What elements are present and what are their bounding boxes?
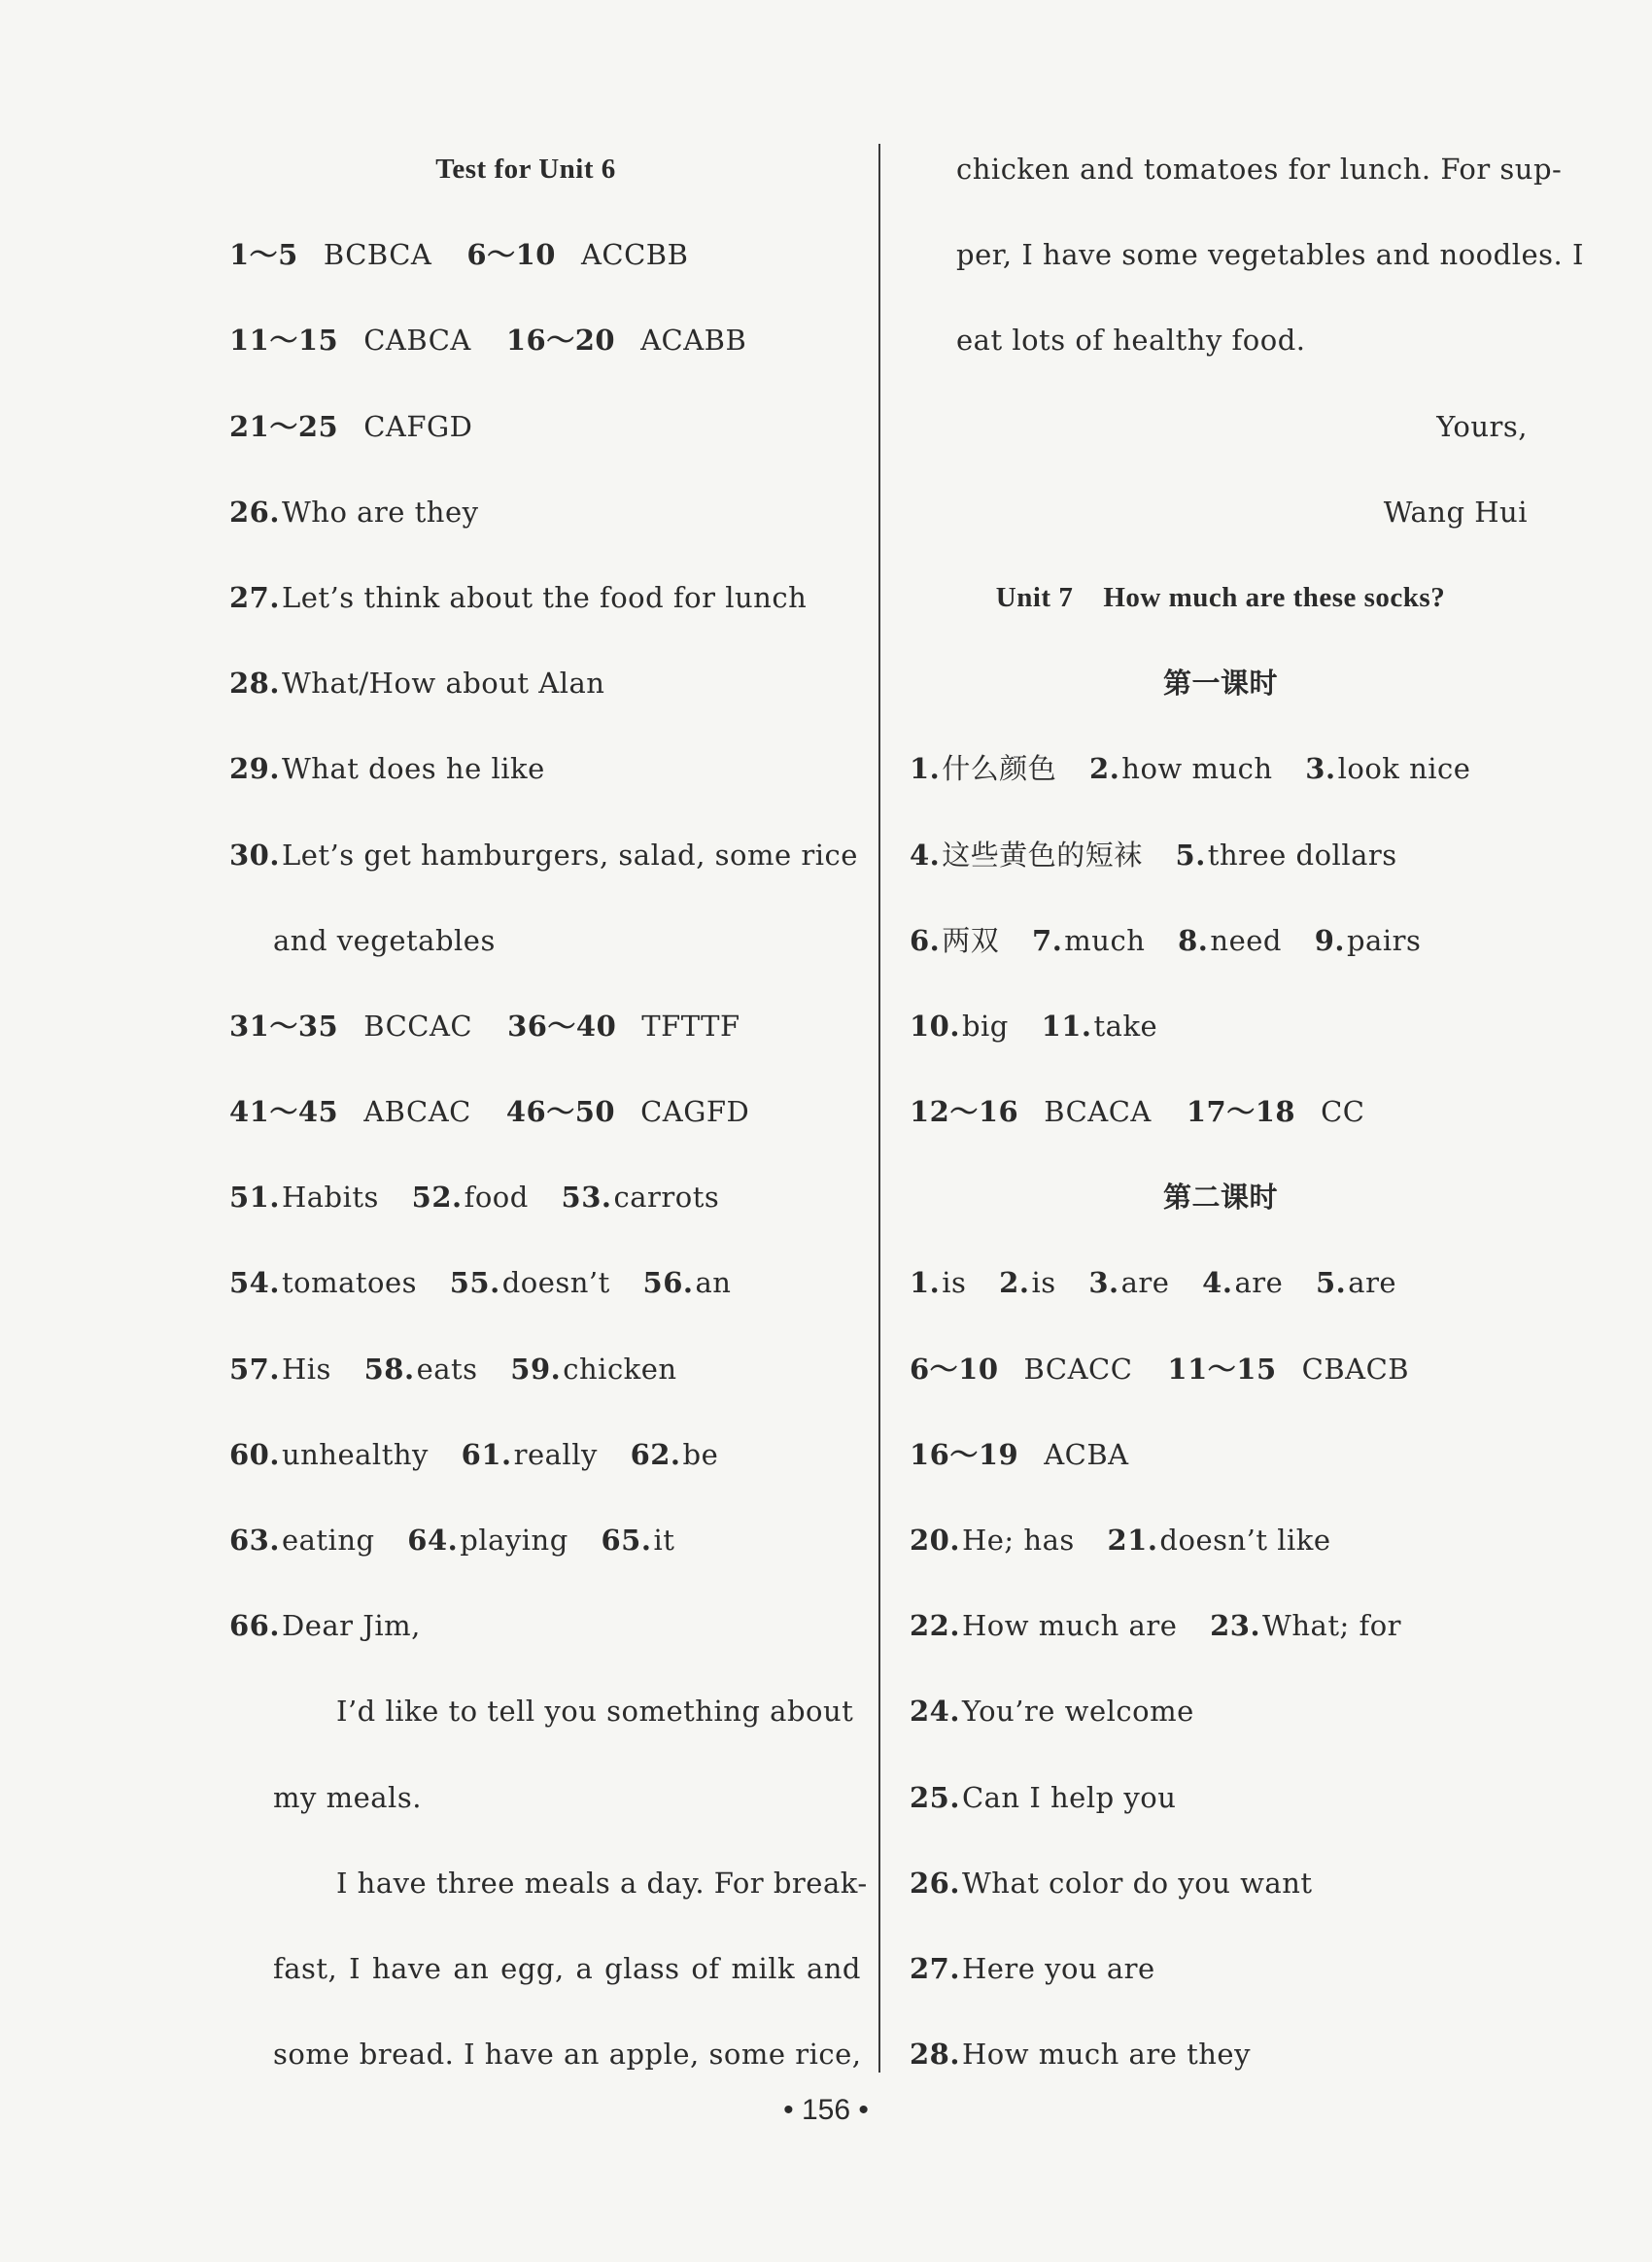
lesson-1-heading: 第一课时 xyxy=(1162,667,1278,701)
question-number: 63. xyxy=(229,1524,280,1557)
question-number: 6. xyxy=(910,923,941,957)
answer-text: What does he like xyxy=(281,752,545,786)
answer-text: How much are they xyxy=(961,2038,1251,2072)
answer-text: eating xyxy=(281,1524,375,1557)
letter-paragraph-1-line-2: my meals. xyxy=(273,1780,422,1814)
answer-text: big xyxy=(961,1009,1009,1043)
question-number: 25. xyxy=(910,1780,960,1814)
column-divider xyxy=(878,144,880,2073)
answer-text: carrots xyxy=(613,1181,720,1215)
question-number: 53. xyxy=(561,1181,612,1215)
answer-letters: ACCBB xyxy=(580,238,689,272)
question-number: 3. xyxy=(1305,752,1336,786)
answer-row-21-25 xyxy=(229,384,861,469)
answer-row-57-59 xyxy=(229,1326,861,1412)
range-label: 6～10 xyxy=(466,238,556,272)
answer-text: What color do you want xyxy=(961,1866,1313,1900)
answer-letters: CC xyxy=(1321,1095,1365,1129)
answer-row-12-18 xyxy=(910,1069,1532,1154)
answer-text: You’re welcome xyxy=(961,1695,1194,1729)
question-number: 65. xyxy=(601,1524,652,1557)
range-label: 16～19 xyxy=(910,1437,1019,1471)
range-label: 6～10 xyxy=(910,1352,999,1386)
question-number: 21. xyxy=(1107,1524,1158,1557)
letter-paragraph-1-line-1: I’d like to tell you something about xyxy=(336,1695,854,1729)
range-label: 12～16 xyxy=(910,1095,1019,1129)
answer-text: 两双 xyxy=(942,923,1000,957)
range-label: 21～25 xyxy=(229,409,339,443)
left-column xyxy=(229,126,868,2097)
answer-text: He; has xyxy=(961,1524,1075,1557)
answer-row-41-50 xyxy=(229,1069,861,1154)
answer-row-31-40 xyxy=(229,983,861,1069)
question-number: 27. xyxy=(229,580,280,614)
answer-text: pairs xyxy=(1346,923,1422,957)
answer-text: is xyxy=(1031,1266,1056,1300)
question-number: 9. xyxy=(1314,923,1345,957)
answer-text: What; for xyxy=(1262,1609,1402,1643)
answer-text: be xyxy=(682,1437,719,1471)
question-number: 4. xyxy=(910,838,941,872)
answer-row-1-5-lesson2 xyxy=(910,1240,1532,1325)
question-number: 2. xyxy=(999,1266,1030,1300)
answer-letters: BCBCA xyxy=(323,238,432,272)
answer-letters: BCACA xyxy=(1044,1095,1152,1129)
question-number: 8. xyxy=(1178,923,1209,957)
answer-29 xyxy=(229,726,861,811)
question-number: 5. xyxy=(1316,1266,1347,1300)
question-number: 24. xyxy=(910,1695,960,1729)
range-label: 11～15 xyxy=(1167,1352,1277,1386)
question-number: 28. xyxy=(910,2038,960,2072)
question-number: 1. xyxy=(910,752,941,786)
letter-closing: Yours, xyxy=(1436,409,1528,443)
letter-paragraph-2-line-2: fast, I have an egg, a glass of milk and xyxy=(273,1951,861,1985)
answer-letters: ABCAC xyxy=(363,1095,471,1129)
question-number: 57. xyxy=(229,1352,280,1386)
answer-text: playing xyxy=(460,1524,568,1557)
letter-continued-line-3: eat lots of healthy food. xyxy=(956,324,1306,358)
range-label: 31～35 xyxy=(229,1009,339,1043)
question-number: 59. xyxy=(510,1352,562,1386)
question-number: 54. xyxy=(229,1266,280,1300)
answer-text: is xyxy=(942,1266,967,1300)
range-label: 36～40 xyxy=(507,1009,617,1043)
question-number: 64. xyxy=(407,1524,459,1557)
answer-text: Let’s think about the food for lunch xyxy=(281,580,808,614)
question-number: 51. xyxy=(229,1181,280,1215)
answer-letters: CAGFD xyxy=(640,1095,750,1129)
answer-text: look nice xyxy=(1337,752,1471,786)
answer-text: need xyxy=(1210,923,1282,957)
question-number: 11. xyxy=(1041,1009,1092,1043)
answer-text: much xyxy=(1064,923,1146,957)
answer-text: take xyxy=(1093,1009,1158,1043)
question-number: 62. xyxy=(630,1437,681,1471)
answer-text: how much xyxy=(1121,752,1273,786)
question-number: 58. xyxy=(363,1352,415,1386)
answer-text: tomatoes xyxy=(281,1266,418,1300)
section-title-unit6: Test for Unit 6 xyxy=(435,154,616,185)
answer-row-6-15-lesson2 xyxy=(910,1326,1532,1412)
answer-text: Here you are xyxy=(961,1951,1155,1985)
page-number: • 156 • xyxy=(783,2094,869,2126)
question-number: 4. xyxy=(1202,1266,1233,1300)
answer-letters: TFTTF xyxy=(641,1009,740,1043)
letter-greeting: Dear Jim, xyxy=(281,1609,421,1643)
range-label: 11～15 xyxy=(229,324,339,358)
answer-text: doesn’t like xyxy=(1159,1524,1331,1557)
answer-text: food xyxy=(464,1181,529,1215)
answer-row-22-23 xyxy=(910,1583,1532,1668)
question-number: 3. xyxy=(1088,1266,1119,1300)
question-number: 22. xyxy=(910,1609,960,1643)
question-number: 26. xyxy=(910,1866,960,1900)
question-number: 61. xyxy=(461,1437,512,1471)
answer-text: it xyxy=(653,1524,675,1557)
answer-row-1-10 xyxy=(229,212,861,297)
section-title-unit7: Unit 7 How much are these socks? xyxy=(995,581,1446,613)
answer-row-54-56 xyxy=(229,1240,861,1325)
answer-row-63-65 xyxy=(229,1497,861,1583)
answer-letters: CAFGD xyxy=(363,409,473,443)
letter-paragraph-2-line-1: I have three meals a day. For break- xyxy=(336,1866,868,1900)
answer-text: unhealthy xyxy=(281,1437,429,1471)
answer-letters: CBACB xyxy=(1301,1352,1410,1386)
answer-letters: ACBA xyxy=(1044,1437,1129,1471)
answer-25 xyxy=(910,1755,1532,1840)
answer-text: are xyxy=(1234,1266,1284,1300)
question-number: 23. xyxy=(1210,1609,1261,1643)
answer-text: doesn’t xyxy=(501,1266,610,1300)
answer-30 xyxy=(229,812,861,898)
answer-text: three dollars xyxy=(1207,838,1397,872)
answer-row-20-21 xyxy=(910,1497,1532,1583)
range-label: 16～20 xyxy=(505,324,616,358)
answer-66-greeting xyxy=(229,1583,861,1668)
answer-text: chicken xyxy=(563,1352,677,1386)
right-column xyxy=(910,126,1584,2097)
answer-text: are xyxy=(1348,1266,1397,1300)
answer-30-continued: and vegetables xyxy=(273,923,496,957)
answer-row-6-9 xyxy=(910,898,1532,983)
answer-text: really xyxy=(513,1437,598,1471)
answer-text: How much are xyxy=(961,1609,1178,1643)
letter-paragraph-2-line-3: some bread. I have an apple, some rice, xyxy=(273,2038,862,2072)
question-number: 20. xyxy=(910,1524,960,1557)
answer-26-lesson2 xyxy=(910,1840,1532,1926)
answer-row-11-20 xyxy=(229,297,861,383)
question-number: 28. xyxy=(229,667,280,701)
answer-text: His xyxy=(281,1352,331,1386)
answer-text: 这些黄色的短袜 xyxy=(942,838,1143,872)
answer-row-4-5 xyxy=(910,812,1532,898)
answer-row-1-3 xyxy=(910,726,1532,811)
answer-text: What/How about Alan xyxy=(281,667,605,701)
question-number: 1. xyxy=(910,1266,941,1300)
answer-27-lesson2 xyxy=(910,1926,1532,2011)
question-number: 10. xyxy=(910,1009,960,1043)
answer-row-16-19-lesson2 xyxy=(910,1412,1532,1497)
question-number: 52. xyxy=(411,1181,463,1215)
answer-27 xyxy=(229,555,861,640)
answer-letters: BCACC xyxy=(1023,1352,1133,1386)
answer-text: Habits xyxy=(281,1181,379,1215)
answer-28-lesson2 xyxy=(910,2011,1532,2097)
range-label: 1～5 xyxy=(229,238,298,272)
answer-24 xyxy=(910,1668,1532,1754)
answer-text: eats xyxy=(416,1352,478,1386)
letter-signature: Wang Hui xyxy=(1383,495,1528,529)
question-number: 60. xyxy=(229,1437,280,1471)
question-number: 56. xyxy=(642,1266,694,1300)
range-label: 17～18 xyxy=(1186,1095,1296,1129)
question-number: 7. xyxy=(1032,923,1063,957)
lesson-2-heading: 第二课时 xyxy=(1162,1181,1278,1215)
question-number: 2. xyxy=(1089,752,1120,786)
range-label: 41～45 xyxy=(229,1095,339,1129)
range-label: 46～50 xyxy=(505,1095,616,1129)
answer-letters: ACABB xyxy=(640,324,747,358)
answer-text: an xyxy=(695,1266,732,1300)
answer-text: Let’s get hamburgers, salad, some rice xyxy=(281,838,858,872)
answer-letters: BCCAC xyxy=(363,1009,473,1043)
answer-letters: CABCA xyxy=(363,324,471,358)
letter-continued-line-1: chicken and tomatoes for lunch. For sup- xyxy=(956,153,1563,186)
answer-text: are xyxy=(1120,1266,1170,1300)
answer-text: 什么颜色 xyxy=(942,752,1057,786)
answer-28 xyxy=(229,640,861,726)
answer-26 xyxy=(229,469,861,555)
question-number: 30. xyxy=(229,838,280,872)
question-number: 27. xyxy=(910,1951,960,1985)
question-number: 5. xyxy=(1175,838,1206,872)
question-number: 29. xyxy=(229,752,280,786)
question-number: 55. xyxy=(449,1266,500,1300)
answer-text: Who are they xyxy=(281,495,479,529)
answer-row-10-11 xyxy=(910,983,1532,1069)
answer-text: Can I help you xyxy=(961,1780,1177,1814)
letter-continued-line-2: per, I have some vegetables and noodles. I xyxy=(956,238,1584,272)
answer-row-60-62 xyxy=(229,1412,861,1497)
answer-row-51-53 xyxy=(229,1154,861,1240)
question-number: 26. xyxy=(229,495,280,529)
question-number: 66. xyxy=(229,1609,280,1643)
